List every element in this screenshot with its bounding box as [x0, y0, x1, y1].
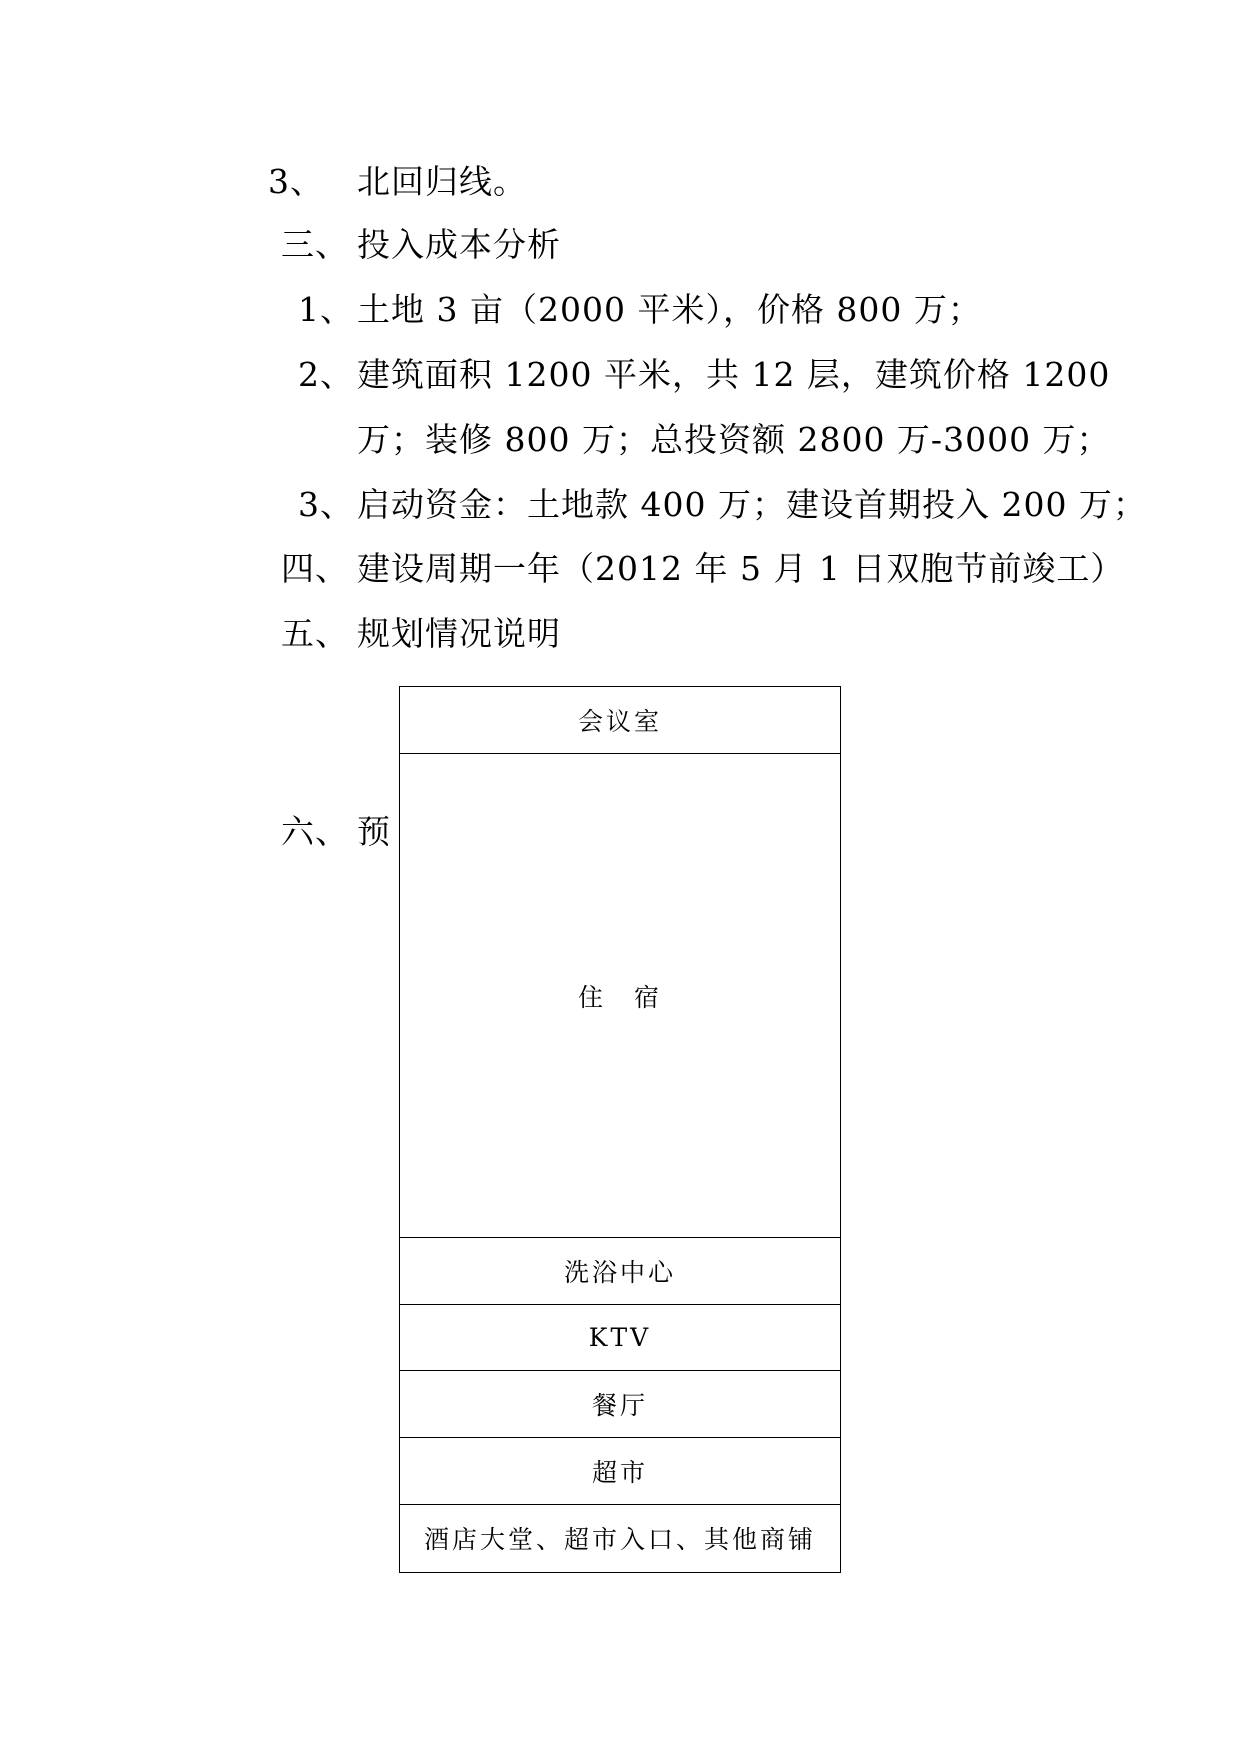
item-marker: 1、 [298, 290, 354, 329]
item-text: 启动资金：土地款 400 万；建设首期投入 200 万； [357, 485, 1147, 524]
floor-meeting-room: 会议室 [400, 687, 840, 754]
item-text: 万；装修 800 万；总投资额 2800 万-3000 万； [357, 420, 1111, 459]
floor-bath-center: 洗浴中心 [400, 1238, 840, 1305]
floor-ktv: KTV [400, 1305, 840, 1371]
item-marker: 六、 [281, 812, 349, 851]
item-text: 预 [357, 812, 391, 851]
item-text: 投入成本分析 [357, 225, 561, 264]
item-marker: 三、 [281, 225, 349, 264]
item-text: 建设周期一年（2012 年 5 月 1 日双胞节前竣工） [357, 549, 1125, 588]
floor-plan-diagram [399, 686, 841, 1573]
item-marker: 2、 [298, 355, 354, 394]
item-marker: 五、 [281, 614, 349, 653]
item-text: 建筑面积 1200 平米，共 12 层，建筑价格 1200 [357, 355, 1111, 394]
item-text: 土地 3 亩（2000 平米），价格 800 万； [357, 290, 982, 329]
item-marker: 3、 [298, 485, 354, 524]
floor-restaurant: 餐厅 [400, 1371, 840, 1438]
floor-accommodation: 住 宿 [400, 754, 840, 1238]
item-text: 规划情况说明 [357, 614, 561, 653]
floor-lobby-shops: 酒店大堂、超市入口、其他商铺 [423, 1525, 816, 1554]
item-marker: 四、 [281, 549, 349, 588]
item-text: 北回归线。 [357, 162, 527, 201]
floor-supermarket: 超市 [400, 1438, 840, 1505]
item-marker: 3、 [268, 162, 324, 201]
